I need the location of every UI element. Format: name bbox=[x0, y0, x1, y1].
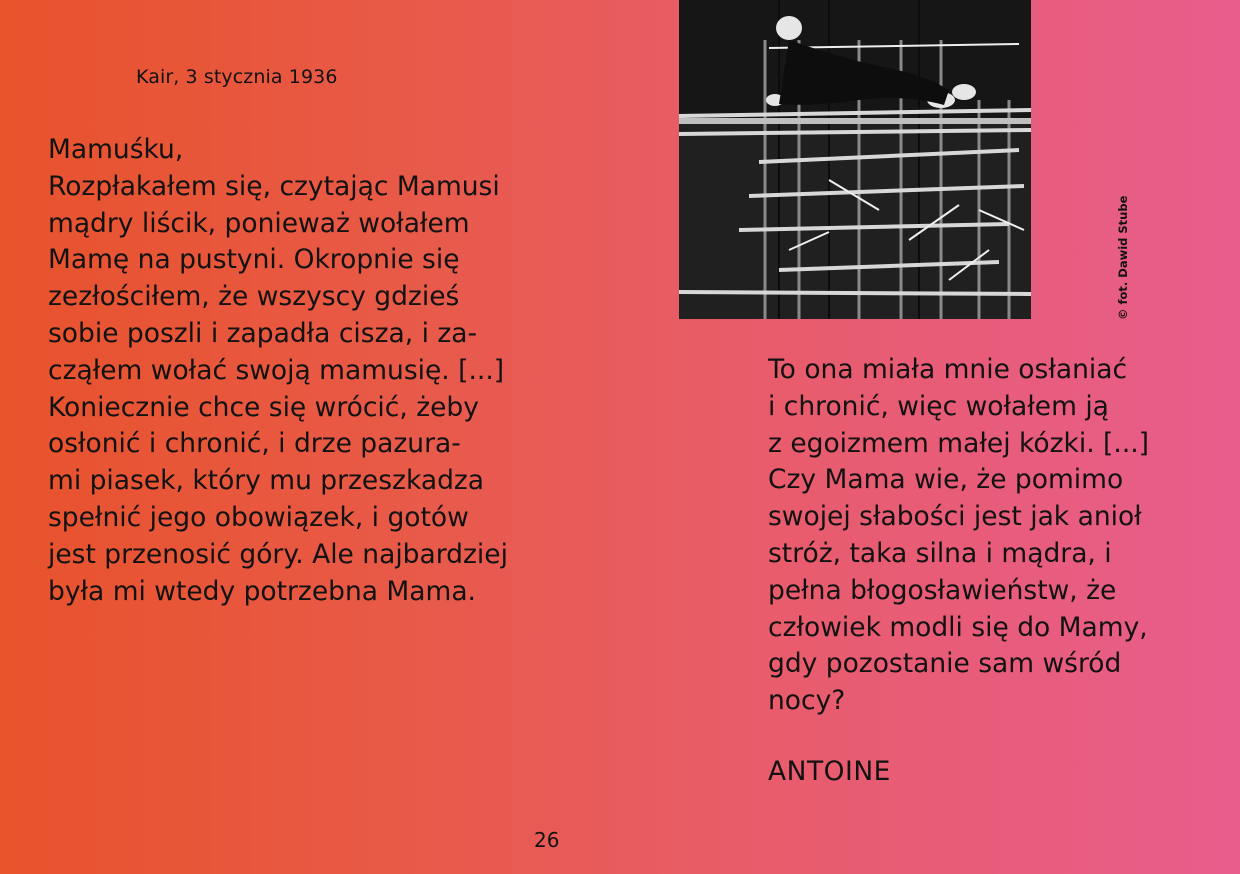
letter-line: pełna błogosławieństw, że bbox=[768, 574, 1117, 606]
dateline: Kair, 3 stycznia 1936 bbox=[136, 66, 338, 88]
letter-line: jest przenosić góry. Ale najbardziej bbox=[48, 538, 508, 570]
letter-line: cząłem wołać swoją mamusię. [...] bbox=[48, 354, 505, 386]
letter-line: Mamę na pustyni. Okropnie się bbox=[48, 244, 460, 276]
letter-line: Mamuśku, bbox=[48, 134, 184, 165]
photo-credit: © fot. Dawid Stube bbox=[1116, 195, 1130, 320]
letter-line: swojej słabości jest jak anioł bbox=[768, 501, 1142, 533]
stage-photo-image bbox=[679, 0, 1031, 319]
letter-line: spełnić jego obowiązek, i gotów bbox=[48, 501, 469, 533]
letter-line: mi piasek, który mu przeszkadza bbox=[48, 465, 485, 497]
letter-line: człowiek modli się do Mamy, bbox=[768, 611, 1148, 643]
stage-photo bbox=[679, 0, 1031, 319]
letter-line: sobie poszli i zapadła cisza, i za- bbox=[48, 317, 478, 349]
letter-line: zezłościłem, że wszyscy gdzieś bbox=[48, 281, 460, 313]
letter-line: Koniecznie chce się wrócić, żeby bbox=[48, 391, 479, 423]
letter-text-right bbox=[768, 352, 1228, 720]
signature: ANTOINE bbox=[768, 756, 891, 787]
letter-line: nocy? bbox=[768, 685, 846, 717]
letter-line: i chronić, więc wołałem ją bbox=[768, 390, 1109, 422]
letter-text-left bbox=[48, 132, 588, 610]
letter-line: To ona miała mnie osłaniać bbox=[768, 354, 1128, 385]
letter-line: stróż, taka silna i mądra, i bbox=[768, 537, 1112, 569]
letter-line: gdy pozostanie sam wśród bbox=[768, 648, 1122, 680]
letter-line: Czy Mama wie, że pomimo bbox=[768, 464, 1124, 496]
letter-line: osłonić i chronić, i drze pazura- bbox=[48, 428, 461, 460]
letter-line: Rozpłakałem się, czytając Mamusi bbox=[48, 170, 500, 202]
letter-line: była mi wtedy potrzebna Mama. bbox=[48, 575, 476, 607]
letter-line: mądry liścik, ponieważ wołałem bbox=[48, 207, 470, 239]
letter-line: z egoizmem małej kózki. [...] bbox=[768, 427, 1150, 459]
page-number: 26 bbox=[534, 828, 560, 852]
